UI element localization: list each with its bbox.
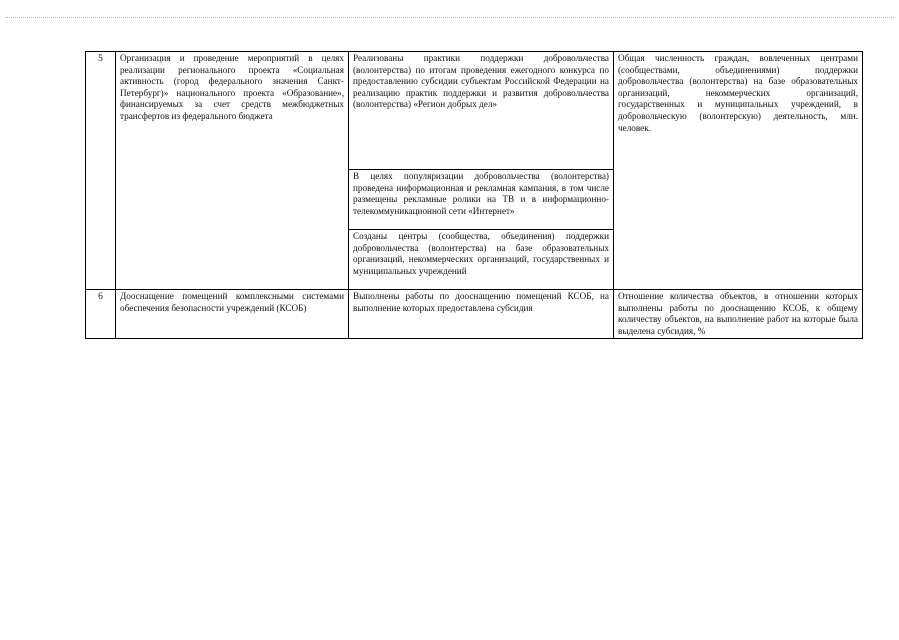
row-number: 5 [86,52,116,290]
measures-table [85,51,863,339]
scan-edge-line [6,17,894,18]
result-cell: Выполнены работы по дооснащению помещений КСОБ, на выполнение которых предоставлена субсидия [349,290,614,339]
result-cell: Созданы центры (сообщества, объединения) поддержки добровольчества (волонтерства) на базе образовательных организаций, некоммерческих организаций, государственных и муниципальных учреждений [349,230,614,290]
result-cell: Реализованы практики поддержки добровольчества (волонтерства) по итогам проведения ежегодного конкурса по предоставлению субсидии субъектам Российской Федерации на реализацию практик поддержки и развития добровольчества (волонтерства) «Регион добрых дел» [349,52,614,170]
indicator-cell: Общая численность граждан, вовлеченных центрами (сообществами, объединениями) поддержки добровольчества (волонтерства) на базе образовательных организаций, некоммерческих организаций, государственных и муниципальных учреждений, в добровольческую (волонтерскую) деятельность, млн. человек. [614,52,863,290]
table-row-5 [86,52,863,170]
row-number: 6 [86,290,116,339]
table-row-6 [86,290,863,339]
measure-cell: Организация и проведение мероприятий в целях реализации регионального проекта «Социальная активность (город федерального значения Санкт-Петербург)» национального проекта «Образование», финансируемых за счет средств межбюджетных трансфертов из федерального бюджета [116,52,349,290]
result-cell: В целях популяризации добровольчества (волонтерства) проведена информационная и рекламная кампания, в том числе размещены рекламные ролики на ТВ и в информационно-телекоммуникационной сети «Интернет» [349,170,614,230]
measure-cell: Дооснащение помещений комплексными системами обеспечения безопасности учреждений (КСОБ) [116,290,349,339]
indicator-cell: Отношение количества объектов, в отношении которых выполнены работы по дооснащению КСОБ, к общему количеству объектов, на выполнение работ на которые была выделена субсидия, % [614,290,863,339]
